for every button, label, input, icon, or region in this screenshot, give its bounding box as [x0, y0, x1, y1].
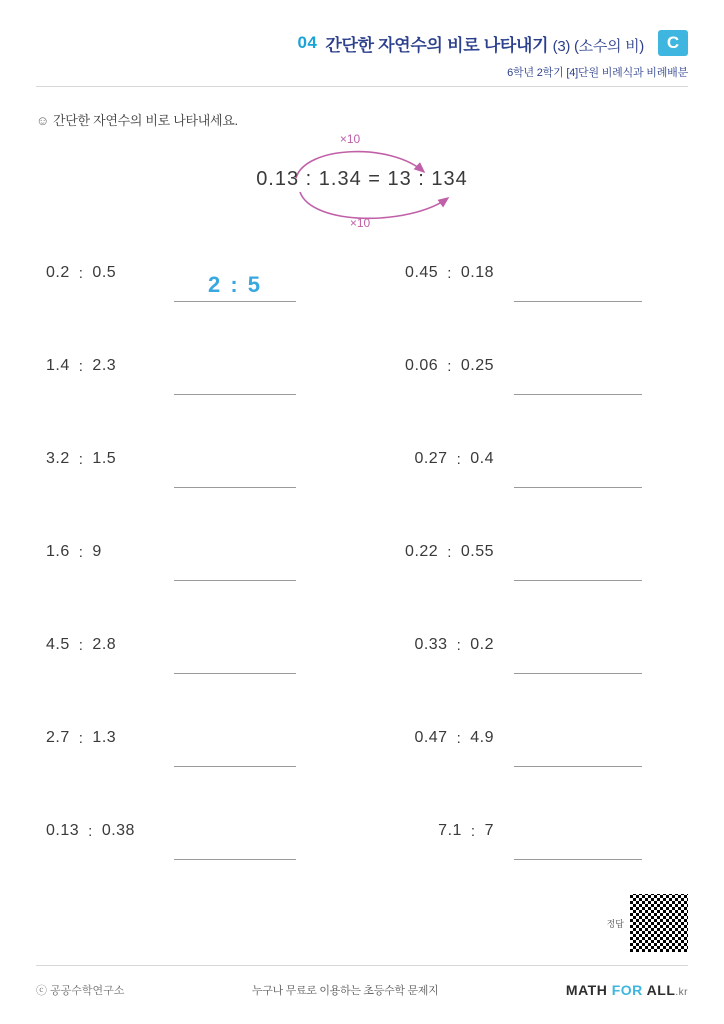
logo-all: ALL [646, 982, 676, 998]
answer-underline [514, 859, 642, 860]
problem-terms [364, 355, 500, 375]
term-a: 0.2 [46, 264, 70, 281]
footer-divider [36, 965, 688, 966]
colon-symbol: : [470, 822, 476, 840]
table-row [0, 448, 724, 541]
logo-math: MATH [565, 982, 608, 998]
colon-symbol: : [447, 357, 452, 375]
term-a: 0.13 [46, 822, 80, 839]
term-a: 7.1 [438, 822, 462, 839]
term-a: 1.4 [46, 357, 70, 374]
logo-for: FOR [611, 982, 643, 998]
colon-symbol: : [78, 729, 84, 747]
term-b: 4.9 [470, 729, 494, 746]
term-b: 0.38 [101, 822, 135, 839]
colon-symbol: : [88, 822, 93, 840]
example-top-label: ×10 [339, 132, 361, 146]
colon-symbol: : [447, 264, 452, 282]
answer-input-left-4[interactable] [174, 541, 296, 581]
problem-terms [46, 448, 166, 468]
problem-terms [364, 820, 500, 840]
problem-grid [0, 262, 724, 913]
problem-terms [364, 634, 500, 654]
answer-underline [514, 487, 642, 488]
table-row [0, 727, 724, 820]
term-b: 2.3 [92, 357, 117, 374]
footer-copyright: ⓒ 공공수학연구소 [36, 985, 125, 997]
logo-kr: .kr [675, 987, 688, 998]
problem-terms [364, 262, 500, 282]
problem-terms [46, 541, 166, 561]
problem-item-right-4 [340, 541, 680, 634]
footer-tagline: 누구나 무료로 이용하는 초등수학 문제지 [251, 985, 439, 997]
term-b: 0.2 [470, 636, 494, 653]
example-bottom-label: ×10 [349, 216, 371, 230]
problem-item-right-3 [340, 448, 680, 541]
answer-input-left-6[interactable] [174, 727, 296, 767]
colon-symbol: : [78, 357, 84, 375]
term-b: 0.25 [460, 357, 494, 374]
answer-underline [174, 301, 296, 302]
term-a: 4.5 [46, 636, 70, 653]
problem-item-left-4 [0, 541, 340, 634]
instruction-text: 간단한 자연수의 비로 나타내세요. [52, 113, 238, 128]
answer-input-left-7[interactable] [174, 820, 296, 860]
term-a: 0.27 [414, 450, 448, 467]
problem-item-right-1 [340, 262, 680, 355]
answer-value: 2 : 5 [207, 272, 263, 297]
answer-input-left-1[interactable] [174, 262, 296, 302]
term-a: 0.06 [405, 357, 439, 374]
qr-code-icon[interactable] [630, 894, 688, 952]
answer-underline [174, 394, 296, 395]
colon-symbol: : [447, 543, 452, 561]
unit-number: 04 [297, 33, 318, 52]
problem-terms [46, 262, 166, 282]
page-title-main: 간단한 자연수의 비로 나타내기 [325, 35, 549, 55]
term-b: 0.55 [460, 543, 494, 560]
problem-item-right-2 [340, 355, 680, 448]
answer-input-left-5[interactable] [174, 634, 296, 674]
problem-item-left-5 [0, 634, 340, 727]
table-row [0, 355, 724, 448]
answer-underline [514, 673, 642, 674]
problem-item-left-2 [0, 355, 340, 448]
header-divider [36, 86, 688, 87]
answer-underline [174, 487, 296, 488]
term-b: 9 [92, 543, 102, 560]
colon-symbol: : [456, 636, 462, 654]
answer-input-right-6[interactable] [514, 727, 642, 767]
problem-terms [46, 634, 166, 654]
instruction-line [36, 110, 238, 129]
table-row [0, 634, 724, 727]
table-row [0, 262, 724, 355]
term-a: 0.22 [405, 543, 439, 560]
answer-input-right-7[interactable] [514, 820, 642, 860]
colon-symbol: : [78, 264, 84, 282]
example-equation: 0.13 : 1.34 = 13 : 134 [256, 168, 468, 190]
term-a: 1.6 [46, 543, 70, 560]
site-logo [566, 982, 688, 998]
answer-underline [514, 580, 642, 581]
term-b: 1.3 [92, 729, 117, 746]
answer-input-right-3[interactable] [514, 448, 642, 488]
header-title-row [0, 30, 724, 56]
term-a: 0.47 [414, 729, 448, 746]
page-title [325, 31, 644, 56]
qr-label: 정답 [606, 918, 624, 929]
answer-input-right-2[interactable] [514, 355, 642, 395]
term-a: 3.2 [46, 450, 70, 467]
term-b: 7 [484, 822, 494, 839]
answer-input-right-4[interactable] [514, 541, 642, 581]
problem-item-left-1 [0, 262, 340, 355]
colon-symbol: : [78, 543, 84, 561]
colon-symbol: : [78, 636, 84, 654]
colon-symbol: : [456, 450, 462, 468]
table-row [0, 541, 724, 634]
page-title-suffix: (3) (소수의 비) [552, 37, 644, 55]
term-b: 1.5 [92, 450, 117, 467]
problem-terms [364, 448, 500, 468]
answer-input-right-5[interactable] [514, 634, 642, 674]
answer-underline [514, 394, 642, 395]
answer-input-left-3[interactable] [174, 448, 296, 488]
level-badge: C [658, 30, 688, 56]
term-a: 2.7 [46, 729, 70, 746]
term-a: 0.45 [405, 264, 439, 281]
colon-symbol: : [78, 450, 84, 468]
smiley-icon: ☺ [36, 113, 49, 128]
answer-qr-area[interactable] [607, 894, 688, 952]
problem-terms [46, 820, 166, 840]
answer-underline [514, 766, 642, 767]
problem-terms [364, 541, 500, 561]
page-header [0, 30, 724, 92]
problem-item-left-3 [0, 448, 340, 541]
colon-symbol: : [456, 729, 462, 747]
term-b: 0.18 [460, 264, 494, 281]
header-subtitle: 6학년 2학기 [4]단원 비례식과 비례배분 [507, 67, 688, 79]
answer-underline [174, 580, 296, 581]
answer-underline [174, 673, 296, 674]
problem-item-left-7 [0, 820, 340, 913]
term-b: 0.4 [470, 450, 494, 467]
problem-terms [364, 727, 500, 747]
answer-underline [174, 766, 296, 767]
answer-input-left-2[interactable] [174, 355, 296, 395]
problem-item-right-6 [340, 727, 680, 820]
page-footer [36, 982, 688, 998]
worked-example [0, 130, 724, 240]
term-a: 0.33 [414, 636, 448, 653]
problem-item-left-6 [0, 727, 340, 820]
answer-underline [514, 301, 642, 302]
answer-underline [174, 859, 296, 860]
answer-input-right-1[interactable] [514, 262, 642, 302]
term-b: 0.5 [92, 264, 117, 281]
term-b: 2.8 [92, 636, 117, 653]
problem-terms [46, 355, 166, 375]
problem-terms [46, 727, 166, 747]
problem-item-right-5 [340, 634, 680, 727]
